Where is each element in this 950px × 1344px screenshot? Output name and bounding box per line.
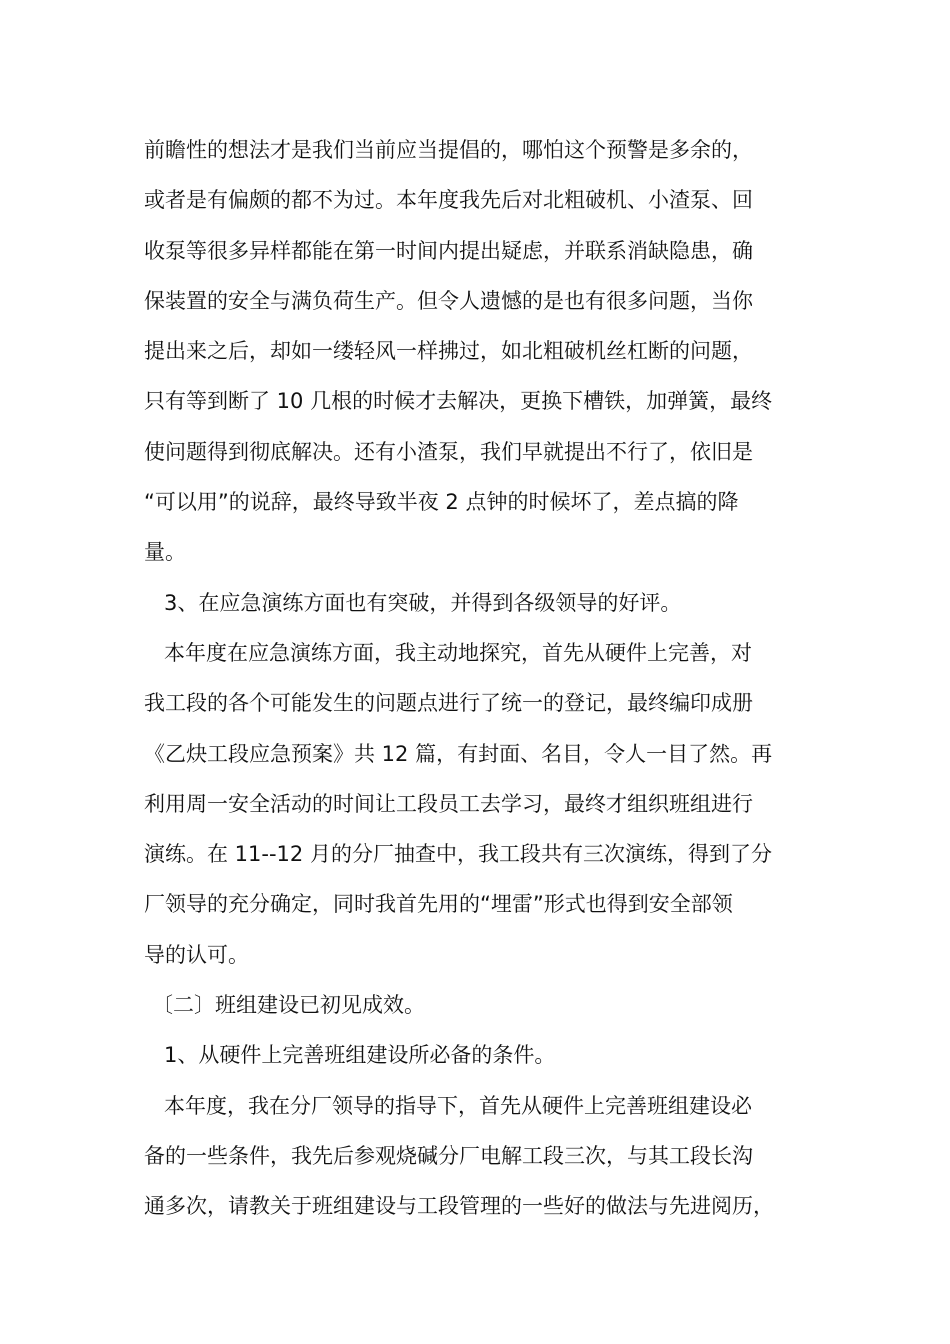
text-line: 或者是有偏颇的都不为过。本年度我先后对北粗破机、小渣泵、回 [144,188,753,213]
text-line: 使问题得到彻底解决。还有小渣泵，我们早就提出不行了，依旧是 [144,439,753,464]
text-line: 备的一些条件，我先后参观烧碱分厂电解工段三次，与其工段长沟 [144,1143,753,1168]
text-line: 提出来之后，却如一缕轻风一样拂过，如北粗破机丝杠断的问题， [144,339,753,364]
text-line: 《乙炔工段应急预案》共 12 篇，有封面、名目，令人一目了然。再 [144,741,773,766]
text-line: 厂领导的充分确定，同时我首先用的“埋雷”形式也得到安全部领 [144,892,733,917]
text-line: 保装置的安全与满负荷生产。但令人遗憾的是也有很多问题，当你 [144,288,753,313]
subsection-heading: 1、从硬件上完善班组建设所必备的条件。 [164,1043,556,1068]
text-line: 量。 [144,540,186,565]
paragraph-start-line: 本年度，我在分厂领导的指导下，首先从硬件上完善班组建设必 [164,1093,752,1118]
text-line: 前瞻性的想法才是我们当前应当提倡的，哪怕这个预警是多余的， [144,138,753,162]
text-line: 利用周一安全活动的时间让工段员工去学习，最终才组织班组进行 [144,791,753,816]
text-line: 我工段的各个可能发生的问题点进行了统一的登记，最终编印成册 [144,691,753,716]
text-line: 演练。在 11--12 月的分厂抽查中，我工段共有三次演练，得到了分 [144,842,772,867]
paragraph-start-line: 本年度在应急演练方面，我主动地探究，首先从硬件上完善，对 [164,640,752,665]
text-line: 通多次，请教关于班组建设与工段管理的一些好的做法与先进阅历， [144,1194,774,1219]
text-line: 收泵等很多异样都能在第一时间内提出疑虑，并联系消缺隐患，确 [144,238,753,263]
text-line: 导的认可。 [144,942,249,967]
body-text [144,125,810,1232]
text-line: 只有等到断了 10 几根的时候才去解决，更换下槽铁，加弹簧，最终 [144,389,773,414]
text-line: “可以用”的说辞，最终导致半夜 2 点钟的时候坏了，差点搞的降 [144,490,739,515]
section-heading: 〔二〕班组建设已初见成效。 [152,993,425,1018]
section-heading: 3、在应急演练方面也有突破，并得到各级领导的好评。 [164,590,682,615]
